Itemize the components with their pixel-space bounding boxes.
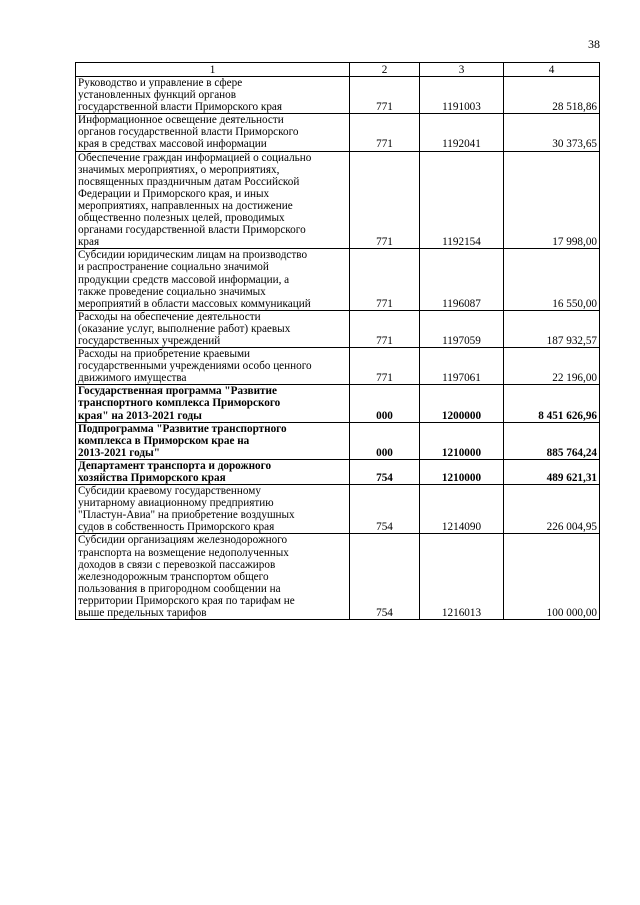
row-code: 771 [350,77,420,114]
column-header: 3 [420,63,504,77]
row-code: 771 [350,348,420,385]
table-header-row [76,63,600,77]
row-code: 754 [350,485,420,534]
row-code: 771 [350,249,420,310]
row-description: Руководство и управление в сфере установленных функций органов государственной власти Приморского края [76,77,350,114]
table-row [76,422,600,459]
row-amount: 100 000,00 [504,534,600,620]
row-code: 754 [350,459,420,484]
row-description: Подпрограмма "Развитие транспортного комплекса в Приморском крае на 2013-2021 годы" [76,422,350,459]
table-row [76,77,600,114]
row-description: Информационное освещение деятельности органов государственной власти Приморского края в средствах массовой информации [76,114,350,151]
row-amount: 17 998,00 [504,151,600,249]
table-row [76,459,600,484]
row-code: 771 [350,151,420,249]
table-row [76,534,600,620]
row-description: Расходы на обеспечение деятельности (оказание услуг, выполнение работ) краевых государственных учреждений [76,310,350,347]
row-article: 1210000 [420,459,504,484]
row-article: 1191003 [420,77,504,114]
row-article: 1197059 [420,310,504,347]
column-header: 1 [76,63,350,77]
row-code: 754 [350,534,420,620]
row-article: 1210000 [420,422,504,459]
row-article: 1200000 [420,385,504,422]
row-article: 1197061 [420,348,504,385]
table-row [76,310,600,347]
row-code: 000 [350,385,420,422]
row-amount: 885 764,24 [504,422,600,459]
row-amount: 187 932,57 [504,310,600,347]
row-description: Департамент транспорта и дорожного хозяйства Приморского края [76,459,350,484]
row-description: Субсидии юридическим лицам на производство и распространение социально значимой продукции средств массовой информации, а также проведение социально значимых мероприятий в области массовых коммуникаций [76,249,350,310]
table-row [76,249,600,310]
table-row [76,348,600,385]
row-description: Субсидии организациям железнодорожного транспорта на возмещение недополученных доходов в связи с перевозкой пассажиров железнодорожным транспортом общего пользования в пригородном сообщении на территории Приморского края по тарифам не выше предельных тарифов [76,534,350,620]
row-article: 1196087 [420,249,504,310]
row-amount: 28 518,86 [504,77,600,114]
row-amount: 226 004,95 [504,485,600,534]
row-article: 1216013 [420,534,504,620]
budget-table [75,62,600,620]
row-amount: 489 621,31 [504,459,600,484]
row-amount: 16 550,00 [504,249,600,310]
row-code: 771 [350,310,420,347]
row-amount: 8 451 626,96 [504,385,600,422]
row-code: 771 [350,114,420,151]
column-header: 2 [350,63,420,77]
table-row [76,114,600,151]
table-row [76,385,600,422]
table-row [76,151,600,249]
row-amount: 22 196,00 [504,348,600,385]
page-number: 38 [588,37,600,51]
row-description: Расходы на приобретение краевыми государственными учреждениями особо ценного движимого имущества [76,348,350,385]
row-description: Субсидии краевому государственному унитарному авиационному предприятию "Пластун-Авиа" на приобретение воздушных судов в собственность Приморского края [76,485,350,534]
row-article: 1192041 [420,114,504,151]
row-code: 000 [350,422,420,459]
row-description: Государственная программа "Развитие транспортного комплекса Приморского края" на 2013-2021 годы [76,385,350,422]
table-row [76,485,600,534]
row-amount: 30 373,65 [504,114,600,151]
row-article: 1214090 [420,485,504,534]
row-description: Обеспечение граждан информацией о социально значимых мероприятиях, о мероприятиях, посвященных праздничным датам Российской Федерации и Приморского края, и иных мероприятиях, направленных на достижение общественно полезных целей, проводимых органами государственной власти Приморского края [76,151,350,249]
row-article: 1192154 [420,151,504,249]
column-header: 4 [504,63,600,77]
